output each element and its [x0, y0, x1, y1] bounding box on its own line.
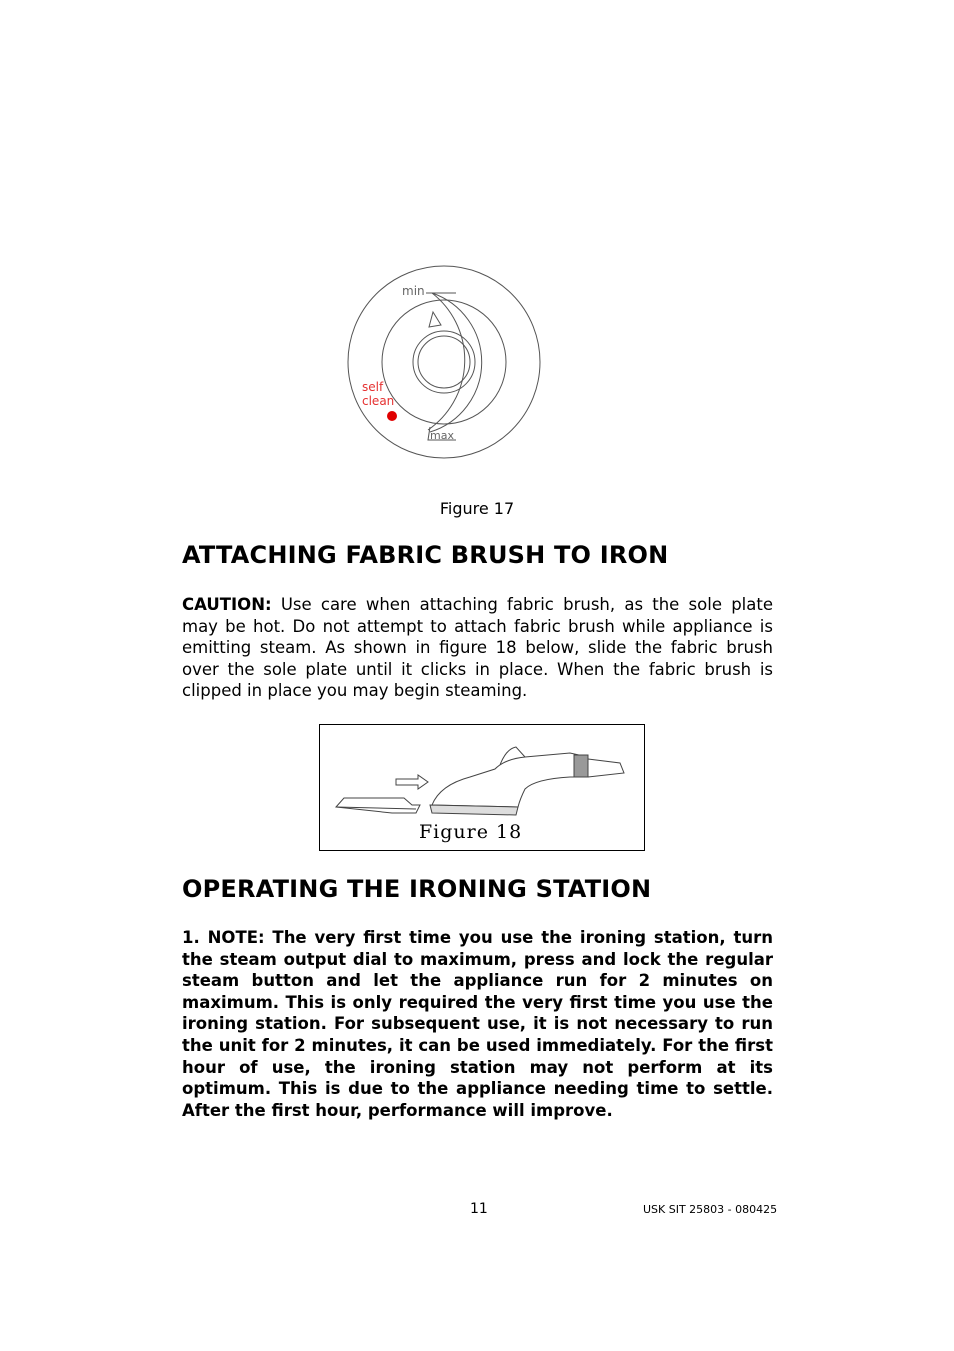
caution-text: Use care when attaching fabric brush, as the sole plate may be hot. Do not attempt to attach fabric brush while appliance is emitting steam. As shown in figure 18 below, slide the fabric brush over the sole plate until it clicks in place. When the fabric brush is clipped in place you may begin steaming. [182, 595, 773, 701]
operate-section-heading: OPERATING THE IRONING STATION [182, 875, 652, 903]
handle-grip-icon [574, 755, 588, 777]
dial-scale-outer [430, 293, 482, 432]
self-clean-indicator-dot [387, 411, 397, 421]
page-number: 11 [470, 1201, 488, 1217]
caution-paragraph [182, 594, 773, 702]
slide-arrow-icon [396, 775, 428, 789]
attach-section-heading: ATTACHING FABRIC BRUSH TO IRON [182, 541, 669, 569]
document-id: USK SIT 25803 - 080425 [643, 1203, 778, 1216]
dial-self-label: self [362, 380, 384, 394]
dial-middle-ring [382, 300, 506, 424]
dial-clean-label: clean [362, 394, 395, 408]
caution-label: CAUTION: [182, 595, 272, 614]
first-use-note: 1. NOTE: The very first time you use the ironing station, turn the steam output dial to maximum, press and lock the regular steam button and let the appliance run for 2 minutes on maximum. This is only required the very first time you use the ironing station. For subsequent use, it is not necessary to run the unit for 2 minutes, it can be used immediately. For the first hour of use, the ironing station may not perform at its optimum. This is due to the appliance needing time to settle. After the first hour, performance will improve. [182, 928, 773, 1120]
sole-plate-icon [430, 805, 518, 815]
figure-17-caption: Figure 17 [439, 499, 515, 518]
figure-18-caption: Figure 18 [419, 821, 523, 843]
dial-pointer-icon [429, 312, 441, 327]
fabric-brush-figure [319, 724, 645, 851]
dial-min-label: min [402, 284, 425, 298]
dial-inner-ring [413, 331, 475, 393]
dial-max-label: max [430, 429, 454, 442]
steam-dial-figure [344, 262, 544, 462]
cord-guard-icon [588, 759, 624, 777]
fabric-brush-icon [336, 798, 420, 813]
iron-body-icon [432, 753, 588, 807]
